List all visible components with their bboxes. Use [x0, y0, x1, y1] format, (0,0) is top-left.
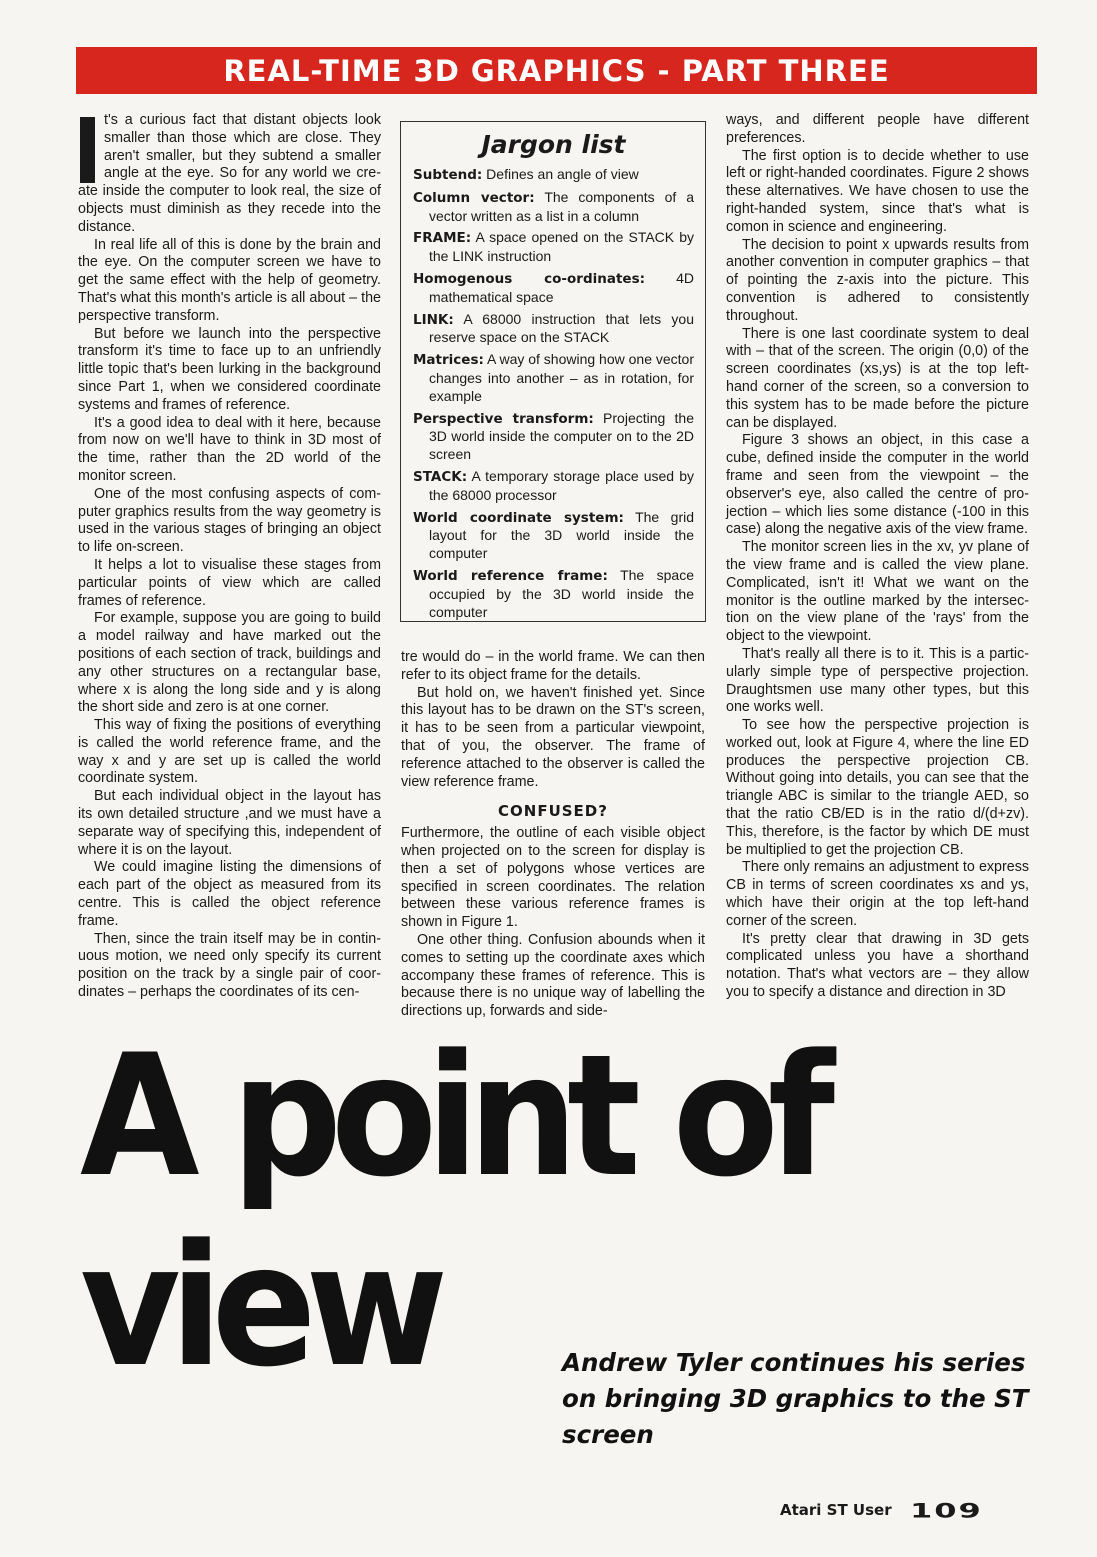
- article-paragraph: That's really all there is to it. This is a particularly simple type of perspective projection. Draughtsmen use many other types, but this one works well.: [726, 645, 1029, 716]
- jargon-entry: [413, 410, 694, 464]
- section-subhead: CONFUSED?: [498, 802, 608, 821]
- jargon-definition: The grid layout for the 3D world inside the computer: [429, 508, 694, 562]
- article-paragraph: Figure 3 shows an object, in this case a cube, defined inside the computer in the world frame and seen from the viewpoint – the observer's eye, also called the centre of projection – which lies some distance (-100 in this case) along the negative axis of the view frame.: [726, 432, 1029, 538]
- jargon-definition: The components of a vector written as a list in a column: [429, 188, 695, 224]
- article-paragraph: For example, suppose you are going to build a model railway and have marked out the positions of each section of track, buildings and any other structures on a rectangular base, where x is along the long side and y is along the short side and zero is at one corner.: [78, 610, 381, 716]
- article-paragraph: It helps a lot to visualise these stages from particular points of view which are called frames of reference.: [78, 556, 381, 609]
- jargon-entry: [413, 229, 694, 266]
- jargon-entry: [413, 351, 694, 405]
- article-paragraph: There is one last coordinate system to deal with – that of the screen. The origin (0,0) of the screen coordinates (xs,ys) is at the top left-hand corner of the screen, so a conversion to this system has to be made before the picture can be displayed.: [726, 325, 1029, 431]
- article-paragraph: One of the most confusing aspects of computer graphics results from the way geometry is used in the various stages of bringing an object to life on-screen.: [78, 485, 381, 556]
- section-banner: [76, 47, 1037, 94]
- article-column-1: [78, 112, 381, 1002]
- jargon-entry: [413, 468, 694, 505]
- jargon-entry: [413, 189, 694, 226]
- article-paragraph: In real life all of this is done by the brain and the eye. On the computer screen we have to get the same effect with the help of geometry. That's what this month's article is all about – the perspective transform.: [78, 236, 381, 324]
- article-paragraph: This way of fixing the positions of everything is called the world reference frame, and the way x and y are set up is called the world coordinate system.: [78, 717, 381, 787]
- jargon-entry: [413, 509, 694, 563]
- article-paragraph: But each individual object in the layout has its own detailed structure ,and we must have a separate way of specifying this, independent of where it is on the layout.: [78, 788, 381, 858]
- article-column-2: [401, 649, 705, 1021]
- jargon-definition: The space occupied by the 3D world inside the computer: [429, 566, 694, 620]
- banner-title: REAL-TIME 3D GRAPHICS - PART THREE: [223, 54, 890, 88]
- jargon-definition: A way of showing how one vector changes into another – as in rotation, for example: [429, 351, 695, 404]
- jargon-sidebar: [400, 121, 706, 622]
- jargon-definition: 4D mathematical space: [429, 269, 694, 305]
- article-paragraph: We could imagine listing the dimensions of each part of the object as measured from its centre. This is called the object reference frame.: [78, 859, 381, 929]
- article-paragraph: t's a curious fact that distant objects look smaller than those which are close. They aren't smaller, but they subtend a smaller angle at the eye. So for any world we create inside the computer to look real, the size of objects must diminish as they recede into the distance.: [78, 112, 381, 235]
- jargon-term: Column vector:: [413, 189, 535, 206]
- article-column-3: [726, 112, 1029, 1002]
- article-paragraph: ways, and different people have different preferences.: [726, 112, 1029, 146]
- article-headline: [80, 1018, 824, 1404]
- jargon-term: World reference frame:: [413, 567, 608, 584]
- jargon-entry: [413, 270, 694, 307]
- article-paragraph: It's pretty clear that drawing in 3D gets complicated unless you have a shorthand notation. That's what vectors are – they allow you to specify a distance and direction in 3D: [726, 930, 1029, 1001]
- article-paragraph: The first option is to decide whether to use left or right-handed coordinates. Figure 2 shows these alternatives. We have chosen to use the right-handed system, since that's what is comon in science and engineering.: [726, 147, 1029, 235]
- jargon-term: Perspective transform:: [413, 410, 594, 427]
- jargon-title: Jargon list: [481, 130, 626, 159]
- article-paragraph: Furthermore, the outline of each visible object when projected on to the screen for display is then a set of polygons whose vertices are specified in screen coordinates. The relation between these various reference frames is shown in Figure 1.: [401, 825, 705, 931]
- article-paragraph: To see how the perspective projection is worked out, look at Figure 4, where the line ED produces the perspective projection CB. Without going into details, you can see that the triangle ABC is similar to the triangle AED, so that the ratio CB/ED is in the ratio d/(d+zv). This, therefore, is the factor by which DE must be multiplied to get the projection CB.: [726, 717, 1029, 858]
- jargon-entry: [413, 567, 694, 621]
- standfirst: Andrew Tyler continues his series on bringing 3D graphics to the ST screen: [562, 1348, 1029, 1449]
- magazine-name: Atari ST User: [780, 1501, 892, 1519]
- article-paragraph: The decision to point x upwards results from another convention in computer graphics – that of pointing the z-axis into the picture. This convention is adhered to consistently throughout.: [726, 236, 1029, 324]
- jargon-term: FRAME:: [413, 230, 472, 247]
- page-number: 109: [910, 1499, 983, 1523]
- article-paragraph: One other thing. Confusion abounds when it comes to setting up the coordinate axes which accompany these frames of reference. This is because there is no unique way of labelling the directions up, forwards and side-: [401, 931, 705, 1020]
- page-footer: [780, 1500, 1040, 1524]
- jargon-term: World coordinate system:: [413, 509, 624, 526]
- article-paragraph: It's a good idea to deal with it here, because from now on we'll have to think in 3D most of the time, rather than the 2D world of the monitor screen.: [78, 414, 381, 484]
- jargon-definition: Projecting the 3D world inside the computer on to the 2D screen: [429, 409, 695, 463]
- jargon-entry: [413, 311, 694, 348]
- jargon-term: Subtend:: [413, 167, 483, 183]
- jargon-entry: [413, 166, 694, 185]
- headline-line-1: A point of: [80, 1018, 824, 1214]
- jargon-definition: A temporary storage place used by the 68000 processor: [429, 467, 694, 503]
- jargon-definition: A space opened on the STACK by the LINK instruction: [429, 229, 694, 265]
- article-paragraph: But hold on, we haven't finished yet. Since this layout has to be drawn on the ST's screen, it has to be seen from a particular viewpoint, that of you, the observer. The frame of reference attached to the observer is called the view reference frame.: [401, 684, 705, 790]
- jargon-term: Homogenous co-ordinates:: [413, 270, 646, 287]
- headline-line-2: view: [80, 1208, 438, 1404]
- article-paragraph: Then, since the train itself may be in continuous motion, we need only specify its current position on the track by a single pair of coordinates – perhaps the coordinates of its cen-: [78, 930, 381, 1001]
- article-paragraph: But before we launch into the perspective transform it's time to face up to an unfriendly little topic that's been lurking in the background since Part 1, when we considered coordinate systems and frames of reference.: [78, 325, 381, 413]
- article-paragraph: The monitor screen lies in the xv, yv plane of the view frame and is called the view plane. Complicated, isn't it! What we want on the monitor is the outline marked by the intersection on the view plane of the 'rays' from the object to the viewpoint.: [726, 539, 1029, 645]
- jargon-term: Matrices:: [413, 352, 484, 369]
- article-paragraph: There only remains an adjustment to express CB in terms of screen coordinates xs and ys, which have their origin at the top left-hand corner of the screen.: [726, 859, 1029, 929]
- jargon-definition: A 68000 instruction that lets you reserve space on the STACK: [429, 310, 694, 346]
- jargon-term: STACK:: [413, 468, 468, 485]
- jargon-definition: Defines an angle of view: [486, 166, 639, 182]
- jargon-term: LINK:: [413, 311, 454, 328]
- drop-cap: [80, 117, 95, 183]
- article-paragraph: tre would do – in the world frame. We can then refer to its object frame for the details.: [401, 649, 705, 683]
